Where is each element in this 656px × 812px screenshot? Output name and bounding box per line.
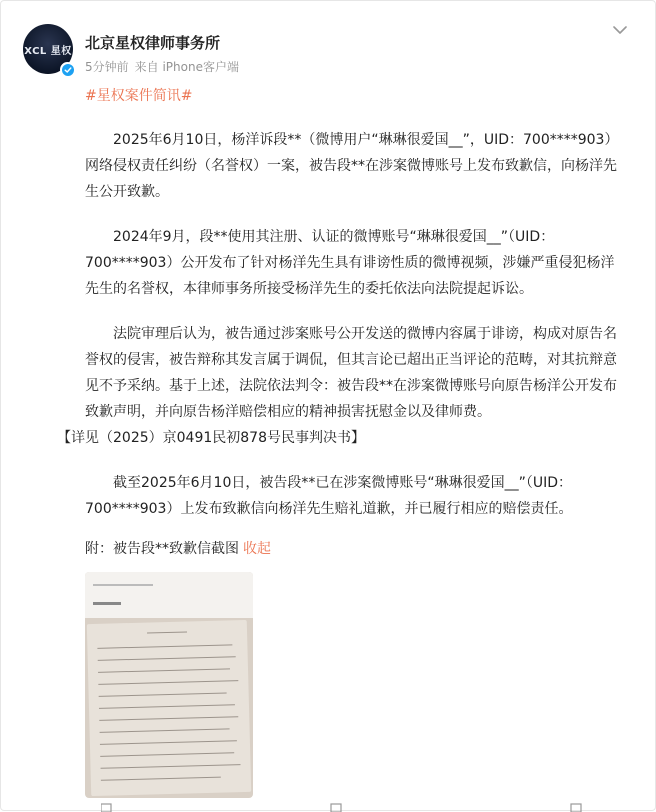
attachment-label: 附：被告段**致歉信截图 [85, 541, 239, 557]
body-paragraph-3-text: 法院审理后认为，被告通过涉案账号公开发送的微博内容属于诽谤，构成对原告名誉权的侵害，被告辩称其发言属于调侃，但其言论已超出正当评论的范畴，对其抗辩意见不予采纳。基于上述，法院依法判令：被告段**在涉案微博账号向原告杨洋公开发布致歉声明，并向原告杨洋赔偿相应的精神损害抚慰金以及律师费。 [85, 326, 617, 420]
avatar-logo-text: XCL 星权 [24, 45, 72, 57]
body-paragraph-2: 2024年9月，段**使用其注册、认证的微博账号“琳琳很爱国__”（UID：700****903）公开发布了针对杨洋先生具有诽谤性质的微博视频，涉嫌严重侵犯杨洋先生的名誉权，本律师事务所接受杨洋先生的委托依法向法院提起诉讼。 [85, 229, 615, 297]
body-paragraph-1: 2025年6月10日，杨洋诉段**（微博用户“琳琳很爱国__”，UID：700****903）网络侵权责任纠纷（名誉权）一案，被告段**在涉案微博账号上发布致歉信，向杨洋先生公开致歉。 [85, 132, 619, 200]
post-source: 来自 iPhone客户端 [134, 60, 239, 74]
author-name[interactable]: 北京星权律师事务所 [85, 34, 221, 52]
judgment-reference: 【详见（2025）京0491民初878号民事判决书】 [57, 430, 365, 446]
post-meta [85, 58, 239, 75]
verified-badge-icon [60, 62, 75, 77]
screenshot-header [85, 572, 253, 618]
chevron-down-icon[interactable] [613, 25, 627, 35]
handwritten-letter [87, 620, 251, 796]
attachment-caption [85, 538, 271, 558]
body-paragraph-3 [57, 321, 625, 451]
apology-letter-image[interactable] [85, 572, 253, 798]
body-paragraph-4: 截至2025年6月10日，被告段**已在涉案微博账号“琳琳很爱国__”（UID：700****903）上发布致歉信向杨洋先生赔礼道歉，并已履行相应的赔偿责任。 [85, 475, 573, 517]
post-time[interactable]: 5分钟前 [85, 60, 129, 74]
post-body [57, 127, 625, 522]
topic-hashtag[interactable]: #星权案件简讯# [85, 88, 193, 104]
footer-actions [101, 801, 601, 812]
collapse-link[interactable]: 收起 [243, 541, 271, 557]
